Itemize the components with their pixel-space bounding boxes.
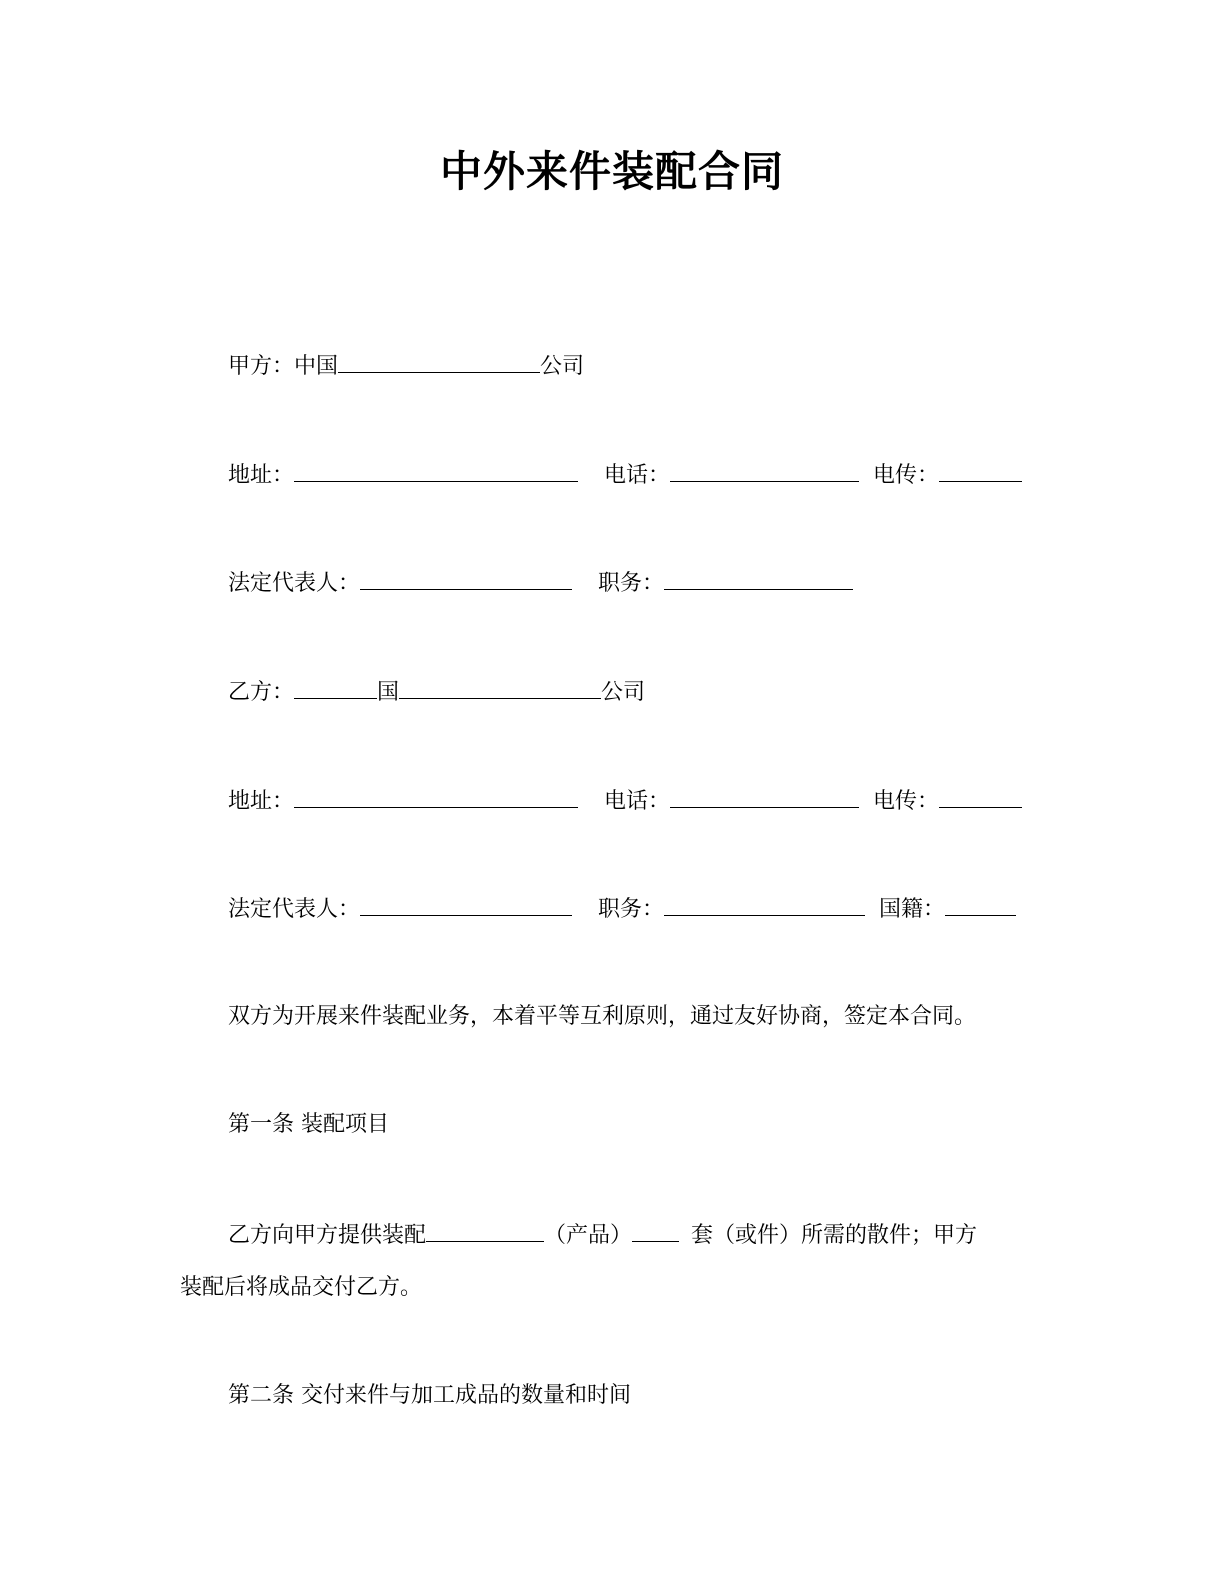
party-b-position-blank[interactable] [664,893,865,916]
party-a-phone-label: 电话： [604,463,671,488]
article-1-product-blank[interactable] [426,1219,544,1242]
article-1-text-a: 乙方向甲方提供装配 [228,1223,427,1248]
article-1-heading: 第一条 装配项目 [228,1112,389,1137]
article-1-text-c: 套（或件）所需的散件；甲方 [691,1223,978,1248]
party-b-nationality-label: 国籍： [879,897,946,922]
party-b-address-label: 地址： [228,789,295,814]
article-1-text-line-1 [228,1219,977,1251]
party-b-nationality-blank[interactable] [945,893,1016,916]
party-b-country-blank[interactable] [294,676,377,699]
article-1-quantity-blank[interactable] [632,1219,679,1242]
party-a-rep-blank[interactable] [360,567,572,590]
party-a-rep-line [228,567,853,599]
party-b-phone-label: 电话： [604,789,671,814]
party-b-label: 乙方： [228,680,295,705]
party-b-address-blank[interactable] [294,785,578,808]
party-b-fax-label: 电传： [873,789,940,814]
party-a-address-line [228,459,1022,491]
article-2-heading: 第二条 交付来件与加工成品的数量和时间 [228,1383,631,1408]
party-b-name-blank[interactable] [399,676,601,699]
party-b-line [228,676,645,708]
document-title: 中外来件装配合同 [439,147,784,196]
party-a-rep-label: 法定代表人： [228,571,361,596]
party-b-phone-blank[interactable] [670,785,859,808]
party-a-suffix: 公司 [540,354,585,379]
party-b-country: 国 [377,680,400,705]
party-a-fax-blank[interactable] [939,459,1022,482]
party-a-address-blank[interactable] [294,459,578,482]
party-a-fax-label: 电传： [873,463,940,488]
party-b-fax-blank[interactable] [939,785,1022,808]
party-b-rep-label: 法定代表人： [228,897,361,922]
party-b-rep-blank[interactable] [360,893,572,916]
party-b-position-label: 职务： [598,897,665,922]
party-b-address-line [228,785,1022,817]
party-a-label: 甲方：中国 [228,354,339,379]
party-a-phone-blank[interactable] [670,459,859,482]
article-1-text-b: （产品） [544,1223,633,1248]
party-b-rep-line [228,893,1016,925]
article-1-text-line-2: 装配后将成品交付乙方。 [180,1275,423,1300]
party-a-position-label: 职务： [598,571,665,596]
intro-paragraph: 双方为开展来件装配业务，本着平等互利原则，通过友好协商，签定本合同。 [228,1004,977,1029]
party-a-line [228,350,584,382]
party-b-suffix: 公司 [601,680,646,705]
party-a-name-blank[interactable] [338,350,540,373]
party-a-position-blank[interactable] [664,567,853,590]
party-a-address-label: 地址： [228,463,295,488]
